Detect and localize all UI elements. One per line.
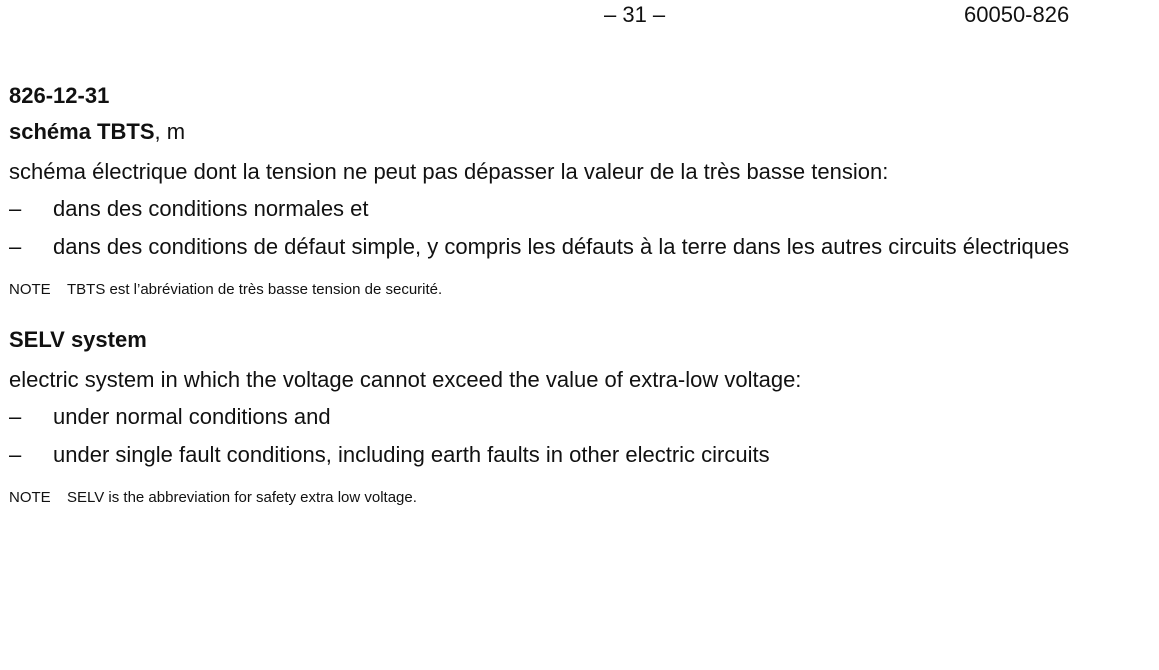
term-number: 826-12-31 <box>9 83 110 108</box>
page-number: – 31 – <box>604 2 666 27</box>
list-item <box>9 194 1149 224</box>
list-dash: – <box>9 234 22 259</box>
note-label: NOTE <box>9 281 51 298</box>
french-note <box>9 280 1149 300</box>
document-body <box>9 80 1149 508</box>
french-definition: schéma électrique dont la tension ne peut pas dépasser la valeur de la très basse tension: <box>9 159 889 184</box>
english-term: SELV system <box>9 327 147 352</box>
list-item-text: dans des conditions normales et <box>53 196 369 221</box>
french-term-line <box>9 116 1149 148</box>
list-item-text: under single fault conditions, including earth faults in other electric circuits <box>53 442 770 467</box>
french-condition-list <box>9 194 1149 262</box>
list-dash: – <box>9 404 22 429</box>
list-dash: – <box>9 442 22 467</box>
list-item <box>9 232 1149 262</box>
list-dash: – <box>9 196 22 221</box>
document-reference: 60050-826 <box>964 2 1070 27</box>
note-text: SELV is the abbreviation for safety extra low voltage. <box>67 489 417 506</box>
english-definition: electric system in which the voltage cannot exceed the value of extra-low voltage: <box>9 367 802 392</box>
list-item <box>9 402 1149 432</box>
english-note <box>9 488 1149 508</box>
list-item-text: dans des conditions de défaut simple, y compris les défauts à la terre dans les autres circuits électriques <box>53 234 1070 259</box>
list-item-text: under normal conditions and <box>53 404 331 429</box>
list-item <box>9 440 1149 470</box>
note-label: NOTE <box>9 489 51 506</box>
english-condition-list <box>9 402 1149 470</box>
french-term-gender: , m <box>154 119 186 144</box>
note-text: TBTS est l’abréviation de très basse tension de securité. <box>67 281 443 298</box>
french-term: schéma TBTS <box>9 119 155 144</box>
